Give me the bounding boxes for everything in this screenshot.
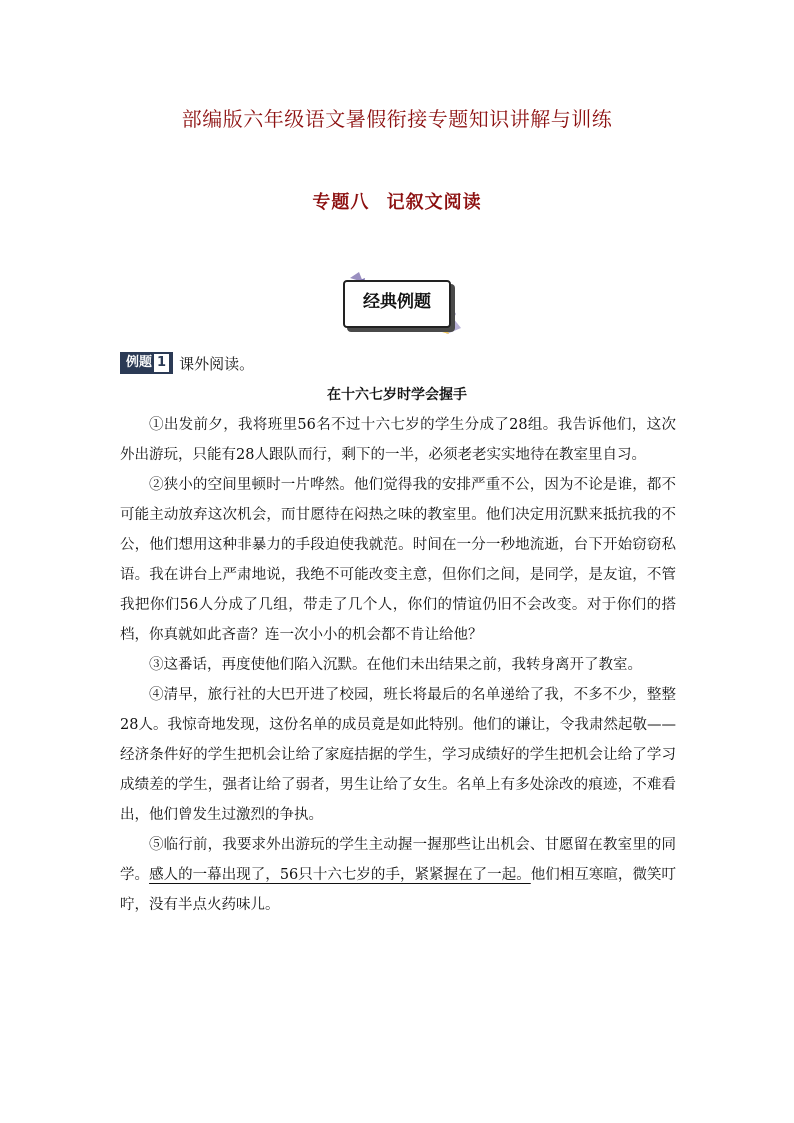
- example-label-tag: [120, 352, 173, 374]
- paragraph-3: ③这番话，再度使他们陷入沉默。在他们未出结果之前，我转身离开了教室。: [149, 657, 642, 673]
- paragraph-5: [120, 830, 676, 920]
- paragraph-2: ②狭小的空间里顿时一片哗然。他们觉得我的安排严重不公，因为不论是谁，都不可能主动放弃这次机会，而甘愿待在闷热之味的教室里。他们决定用沉默来抵抗我的不公，他们想用这种非暴力的手段迫使我就范。时间在一分一秒地流逝，台下开始窃窃私语。我在讲台上严肃地说，我绝不可能改变主意，但你们之间，是同学，是友谊，不管我把你们56人分成了几组，带走了几个人，你们的情谊仍旧不会改变。对于你们的搭档，你真就如此吝啬？连一次小小的机会都不肯让给他？: [120, 477, 676, 643]
- paragraph-1: ①出发前夕，我将班里56名不过十六七岁的学生分成了28组。我告诉他们，这次外出游玩，只能有28人跟队而行，剩下的一半，必须老老实实地待在教室里自习。: [120, 417, 676, 463]
- example-number: 1: [154, 354, 169, 372]
- example-label-text: 例题: [126, 355, 153, 370]
- underlined-sentence: 感人的一幕出现了，56只十六七岁的手，紧紧握在了一起。: [149, 867, 531, 883]
- paragraph-5-start: ⑤临行前，我要求外出游玩的学生主动握一握那些让出机会、甘愿留在教室里的同学。: [120, 837, 676, 883]
- example-instruction: 课外阅读。: [179, 354, 255, 373]
- document-title: 部编版六年级语文暑假衔接专题知识讲解与训练: [181, 107, 613, 131]
- example-heading: [120, 351, 254, 375]
- paragraph-4: ④清早，旅行社的大巴开进了校园，班长将最后的名单递给了我，不多不少，整整28人。我惊奇地发现，这份名单的成员竟是如此特别。他们的谦让，令我肃然起敬——经济条件好的学生把机会让给了家庭拮据的学生，学习成绩好的学生把机会让给了学习成绩差的学生，强者让给了弱者，男生让给了女生。名单上有多处涂改的痕迹，不难看出，他们曾发生过激烈的争执。: [120, 687, 676, 823]
- topic-title: 专题八 记叙文阅读: [312, 192, 482, 213]
- badge-label: 经典例题: [363, 292, 431, 312]
- section-badge: [335, 270, 465, 336]
- article-title: 在十六七岁时学会握手: [327, 387, 467, 403]
- article-body: [120, 410, 676, 920]
- paragraph-5-end: 他们相互寒暄，微笑叮咛，没有半点火药味儿。: [120, 867, 677, 913]
